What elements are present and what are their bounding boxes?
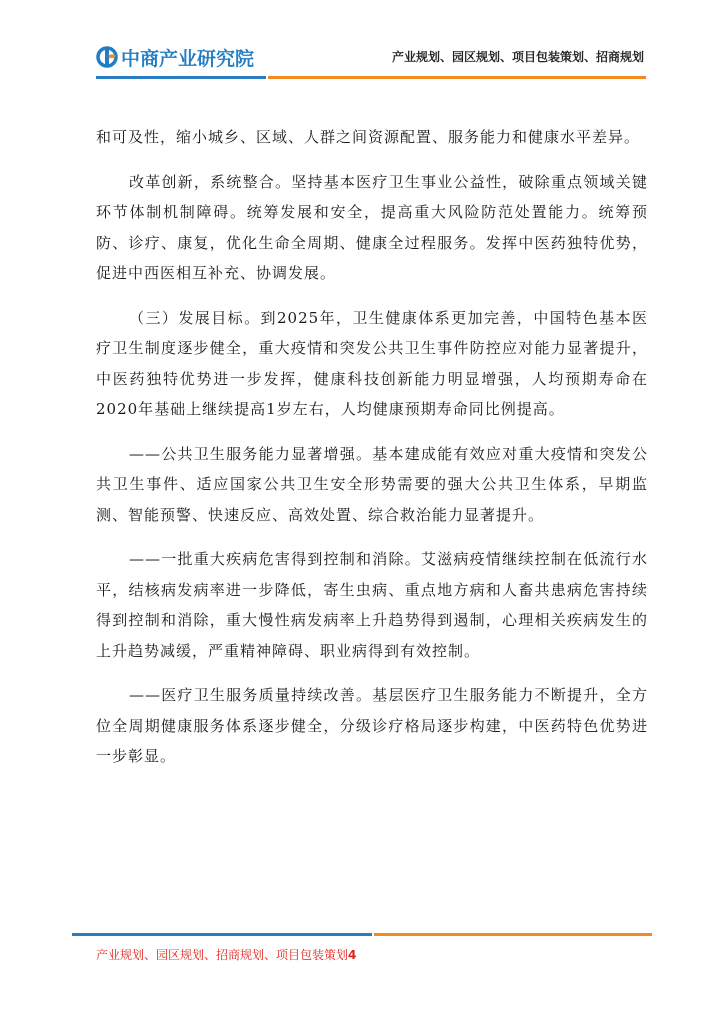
company-logo (96, 43, 254, 71)
logo-icon (96, 46, 118, 68)
page-footer (96, 946, 356, 963)
header-divider-orange (268, 76, 646, 79)
page-header (0, 0, 724, 90)
paragraph: ——一批重大疾病危害得到控制和消除。艾滋病疫情继续控制在低流行水平，结核病发病率进一步降低，寄生虫病、重点地方病和人畜共患病危害持续得到控制和消除，重大慢性病发病率上升趋势得到遏制，心理相关疾病发生的上升趋势减缓，严重精神障碍、职业病得到有效控制。 (96, 550, 648, 660)
paragraph: 改革创新，系统整合。坚持基本医疗卫生事业公益性，破除重点领域关键环节体制机制障碍。统筹发展和安全，提高重大风险防范处置能力。统筹预防、诊疗、康复，优化生命全周期、健康全过程服务。发挥中医药独特优势，促进中西医相互补充、协调发展。 (96, 172, 648, 282)
logo-text: 中商产业研究院 (121, 47, 255, 70)
footer-divider-orange (374, 933, 652, 936)
footer-tagline: 产业规划、园区规划、招商规划、项目包装策划 (96, 948, 349, 962)
header-divider-blue (96, 76, 266, 79)
page-number: 4 (348, 948, 357, 962)
paragraph: ——公共卫生服务能力显著增强。基本建成能有效应对重大疫情和突发公共卫生事件、适应国家公共卫生安全形势需要的强大公共卫生体系，早期监测、智能预警、快速反应、高效处置、综合救治能力显著提升。 (96, 444, 648, 524)
paragraph: （三）发展目标。到2025年，卫生健康体系更加完善，中国特色基本医疗卫生制度逐步健全，重大疫情和突发公共卫生事件防控应对能力显著提升，中医药独特优势进一步发挥，健康科技创新能力明显增强，人均预期寿命在2020年基础上继续提高1岁左右，人均健康预期寿命同比例提高。 (96, 308, 648, 418)
paragraph: ——医疗卫生服务质量持续改善。基层医疗卫生服务能力不断提升，全方位全周期健康服务体系逐步健全，分级诊疗格局逐步构建，中医药特色优势进一步彰显。 (96, 686, 648, 765)
paragraph: 和可及性，缩小城乡、区域、人群之间资源配置、服务能力和健康水平差异。 (96, 128, 641, 146)
header-tagline: 产业规划、园区规划、项目包装策划、招商规划 (391, 50, 644, 64)
footer-divider-blue (72, 933, 372, 936)
document-body (96, 122, 648, 786)
